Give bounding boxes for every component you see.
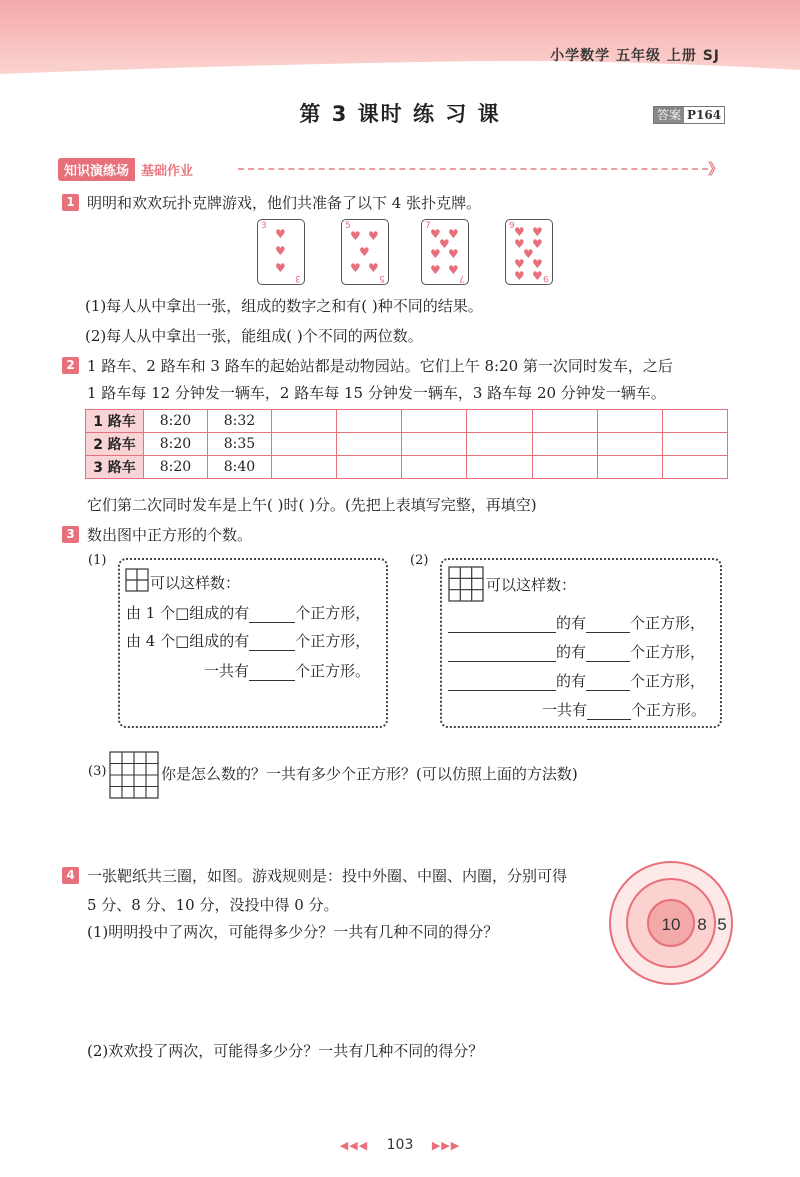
q3-p2-label: (2) (410, 553, 429, 568)
grid-4x4-icon (109, 751, 159, 799)
q3-p2-row2-mid: 的有 (556, 643, 587, 661)
heart-icon: ♥ (514, 225, 525, 239)
time-cell: 8:20 (144, 433, 208, 456)
card-rank: 9 (509, 221, 515, 231)
double-chevron-icon: 》 (708, 160, 724, 178)
heart-icon: ♥ (448, 227, 459, 241)
heart-icon: ♥ (532, 269, 543, 283)
q3-p2-total (542, 699, 706, 720)
question-number-3: 3 (62, 526, 79, 543)
empty-cell[interactable] (467, 433, 532, 456)
playing-card (421, 219, 469, 285)
q3-text: 数出图中正方形的个数。 (87, 526, 253, 544)
empty-cell[interactable] (467, 410, 532, 433)
target-diagram (608, 860, 734, 986)
card-rank: 5 (379, 273, 385, 283)
empty-cell[interactable] (662, 410, 727, 433)
section-tab-knowledge: 知识演练场 (58, 158, 135, 181)
empty-cell[interactable] (337, 410, 402, 433)
q3-p1-row3-a: 一共有 (204, 662, 250, 680)
empty-cell[interactable] (662, 433, 727, 456)
q3-p2-intro: 可以这样数： (486, 576, 577, 594)
heart-icon: ♥ (532, 225, 543, 239)
q1-sub1: (1)每人从中拿出一张，组成的数字之和有( )种不同的结果。 (85, 297, 483, 315)
q3-p1-row3-b: 个正方形。 (295, 662, 371, 680)
q4-sub2: (2)欢欢投了两次，可能得多少分？一共有几种不同的得分？ (87, 1042, 484, 1060)
heart-icon: ♥ (350, 261, 361, 275)
time-cell: 8:20 (144, 456, 208, 479)
q3-p2-row1 (448, 612, 705, 633)
empty-cell[interactable] (532, 433, 597, 456)
answer-blank[interactable] (586, 675, 630, 691)
q2-text1: 1 路车、2 路车和 3 路车的起始站都是动物园站。它们上午 8:20 第一次同时发车，之后 (87, 357, 673, 375)
heart-icon: ♥ (514, 237, 525, 251)
heart-icon: ♥ (368, 229, 379, 243)
answer-blank[interactable] (448, 617, 556, 633)
empty-cell[interactable] (662, 456, 727, 479)
empty-cell[interactable] (337, 456, 402, 479)
heart-icon: ♥ (532, 257, 543, 271)
table-row (86, 456, 728, 479)
q3-p1-intro: 可以这样数： (150, 574, 241, 592)
empty-cell[interactable] (597, 456, 662, 479)
time-cell: 8:35 (208, 433, 272, 456)
q3-p1-row1-a: 由 1 个□组成的有 (126, 604, 250, 622)
q1-text: 明明和欢欢玩扑克牌游戏，他们共准备了以下 4 张扑克牌。 (87, 194, 482, 212)
q3-p2-total-b: 个正方形。 (631, 701, 707, 719)
question-number-1: 1 (62, 194, 79, 211)
heart-icon: ♥ (275, 227, 286, 241)
target-outer-score: 5 (717, 915, 727, 934)
q2-text2: 1 路车每 12 分钟发一辆车，2 路车每 15 分钟发一辆车，3 路车每 20 分钟发一辆车。 (87, 384, 666, 402)
next-arrows-icon: ▶▶▶ (431, 1139, 461, 1152)
empty-cell[interactable] (402, 456, 467, 479)
q4-text2: 5 分、8 分、10 分，没投中得 0 分。 (87, 896, 339, 914)
heart-icon: ♥ (430, 227, 441, 241)
q3-p1-label: (1) (88, 553, 107, 568)
heart-icon: ♥ (275, 244, 286, 258)
row-header: 2 路车 (86, 433, 144, 456)
table-row (86, 433, 728, 456)
answer-label: 答案 (654, 107, 684, 123)
q4-text1: 一张靶纸共三圈，如图。游戏规则是：投中外圈、中圈、内圈，分别可得 (87, 867, 568, 885)
heart-icon: ♥ (350, 229, 361, 243)
q3-p2-row3-end: 个正方形， (630, 672, 706, 690)
q2-after: 它们第二次同时发车是上午( )时( )分。(先把上表填写完整，再填空) (87, 496, 537, 514)
empty-cell[interactable] (402, 433, 467, 456)
q3-p2-total-a: 一共有 (542, 701, 588, 719)
row-header: 1 路车 (86, 410, 144, 433)
empty-cell[interactable] (597, 410, 662, 433)
section-tab (58, 158, 199, 180)
time-cell: 8:20 (144, 410, 208, 433)
playing-card (341, 219, 389, 285)
heart-icon: ♥ (532, 237, 543, 251)
heart-icon: ♥ (359, 245, 370, 259)
heart-icon: ♥ (523, 247, 534, 261)
answer-page: P164 (687, 108, 722, 122)
card-rank: 7 (459, 273, 465, 283)
q3-p1-row2 (126, 630, 370, 651)
empty-cell[interactable] (272, 410, 337, 433)
q3-p3-text: 你是怎么数的？一共有多少个正方形？(可以仿照上面的方法数) (161, 765, 578, 783)
heart-icon: ♥ (514, 257, 525, 271)
answer-blank[interactable] (586, 646, 630, 662)
empty-cell[interactable] (337, 433, 402, 456)
card-rank: 3 (295, 273, 301, 283)
q3-p2-row2-end: 个正方形， (630, 643, 706, 661)
table-row (86, 410, 728, 433)
time-cell: 8:40 (208, 456, 272, 479)
answer-blank[interactable] (587, 704, 631, 720)
answer-blank[interactable] (249, 607, 295, 623)
empty-cell[interactable] (532, 456, 597, 479)
answer-ref[interactable] (653, 106, 725, 124)
empty-cell[interactable] (532, 410, 597, 433)
card-rank: 7 (425, 221, 431, 231)
empty-cell[interactable] (597, 433, 662, 456)
heart-icon: ♥ (514, 269, 525, 283)
answer-blank[interactable] (586, 617, 630, 633)
q3-p1-row3 (204, 660, 370, 681)
q3-p2-row1-end: 个正方形， (630, 614, 706, 632)
heart-icon: ♥ (430, 263, 441, 277)
q3-p3-label: (3) (88, 764, 107, 779)
q1-sub2: (2)每人从中拿出一张，能组成( )个不同的两位数。 (85, 327, 423, 345)
prev-arrows-icon: ◀◀◀ (339, 1139, 369, 1152)
section-tab-homework: 基础作业 (141, 163, 194, 179)
q3-p1-row1 (126, 602, 370, 623)
heart-icon: ♥ (275, 261, 286, 275)
q3-p1-row2-b: 个正方形， (295, 632, 371, 650)
page-number: 103 (386, 1137, 414, 1153)
page-footer (0, 1137, 800, 1153)
answer-blank[interactable] (249, 635, 295, 651)
q3-p1-row1-b: 个正方形， (295, 604, 371, 622)
answer-blank[interactable] (249, 665, 295, 681)
question-number-2: 2 (62, 357, 79, 374)
playing-card (257, 219, 305, 285)
q3-p2-row3-mid: 的有 (556, 672, 587, 690)
card-rank: 3 (261, 221, 267, 231)
heart-icon: ♥ (448, 263, 459, 277)
time-cell: 8:32 (208, 410, 272, 433)
heart-icon: ♥ (430, 247, 441, 261)
bus-schedule-table (85, 409, 728, 479)
heart-icon: ♥ (368, 261, 379, 275)
q3-p1-row2-a: 由 4 个□组成的有 (126, 632, 250, 650)
answer-blank[interactable] (448, 675, 556, 691)
question-number-4: 4 (62, 867, 79, 884)
target-middle-score: 8 (697, 915, 707, 934)
heart-icon: ♥ (448, 247, 459, 261)
page-title: 第 3 课时 练 习 课 (299, 102, 501, 126)
q3-p2-row1-mid: 的有 (556, 614, 587, 632)
grid-2x2-icon (125, 568, 149, 592)
playing-card (505, 219, 553, 285)
answer-blank[interactable] (448, 646, 556, 662)
empty-cell[interactable] (272, 456, 337, 479)
section-divider (238, 168, 708, 170)
heart-icon: ♥ (439, 237, 450, 251)
subject-label: 小学数学 五年级 上册 SJ (550, 48, 720, 64)
row-header: 3 路车 (86, 456, 144, 479)
target-inner-score: 10 (661, 915, 681, 934)
q4-sub1: (1)明明投中了两次，可能得多少分？一共有几种不同的得分？ (87, 923, 499, 941)
empty-cell[interactable] (467, 456, 532, 479)
q3-p2-row3 (448, 670, 705, 691)
grid-3x3-icon (448, 566, 484, 602)
card-rank: 9 (543, 273, 549, 283)
card-rank: 5 (345, 221, 351, 231)
q3-p2-row2 (448, 641, 705, 662)
empty-cell[interactable] (272, 433, 337, 456)
empty-cell[interactable] (402, 410, 467, 433)
